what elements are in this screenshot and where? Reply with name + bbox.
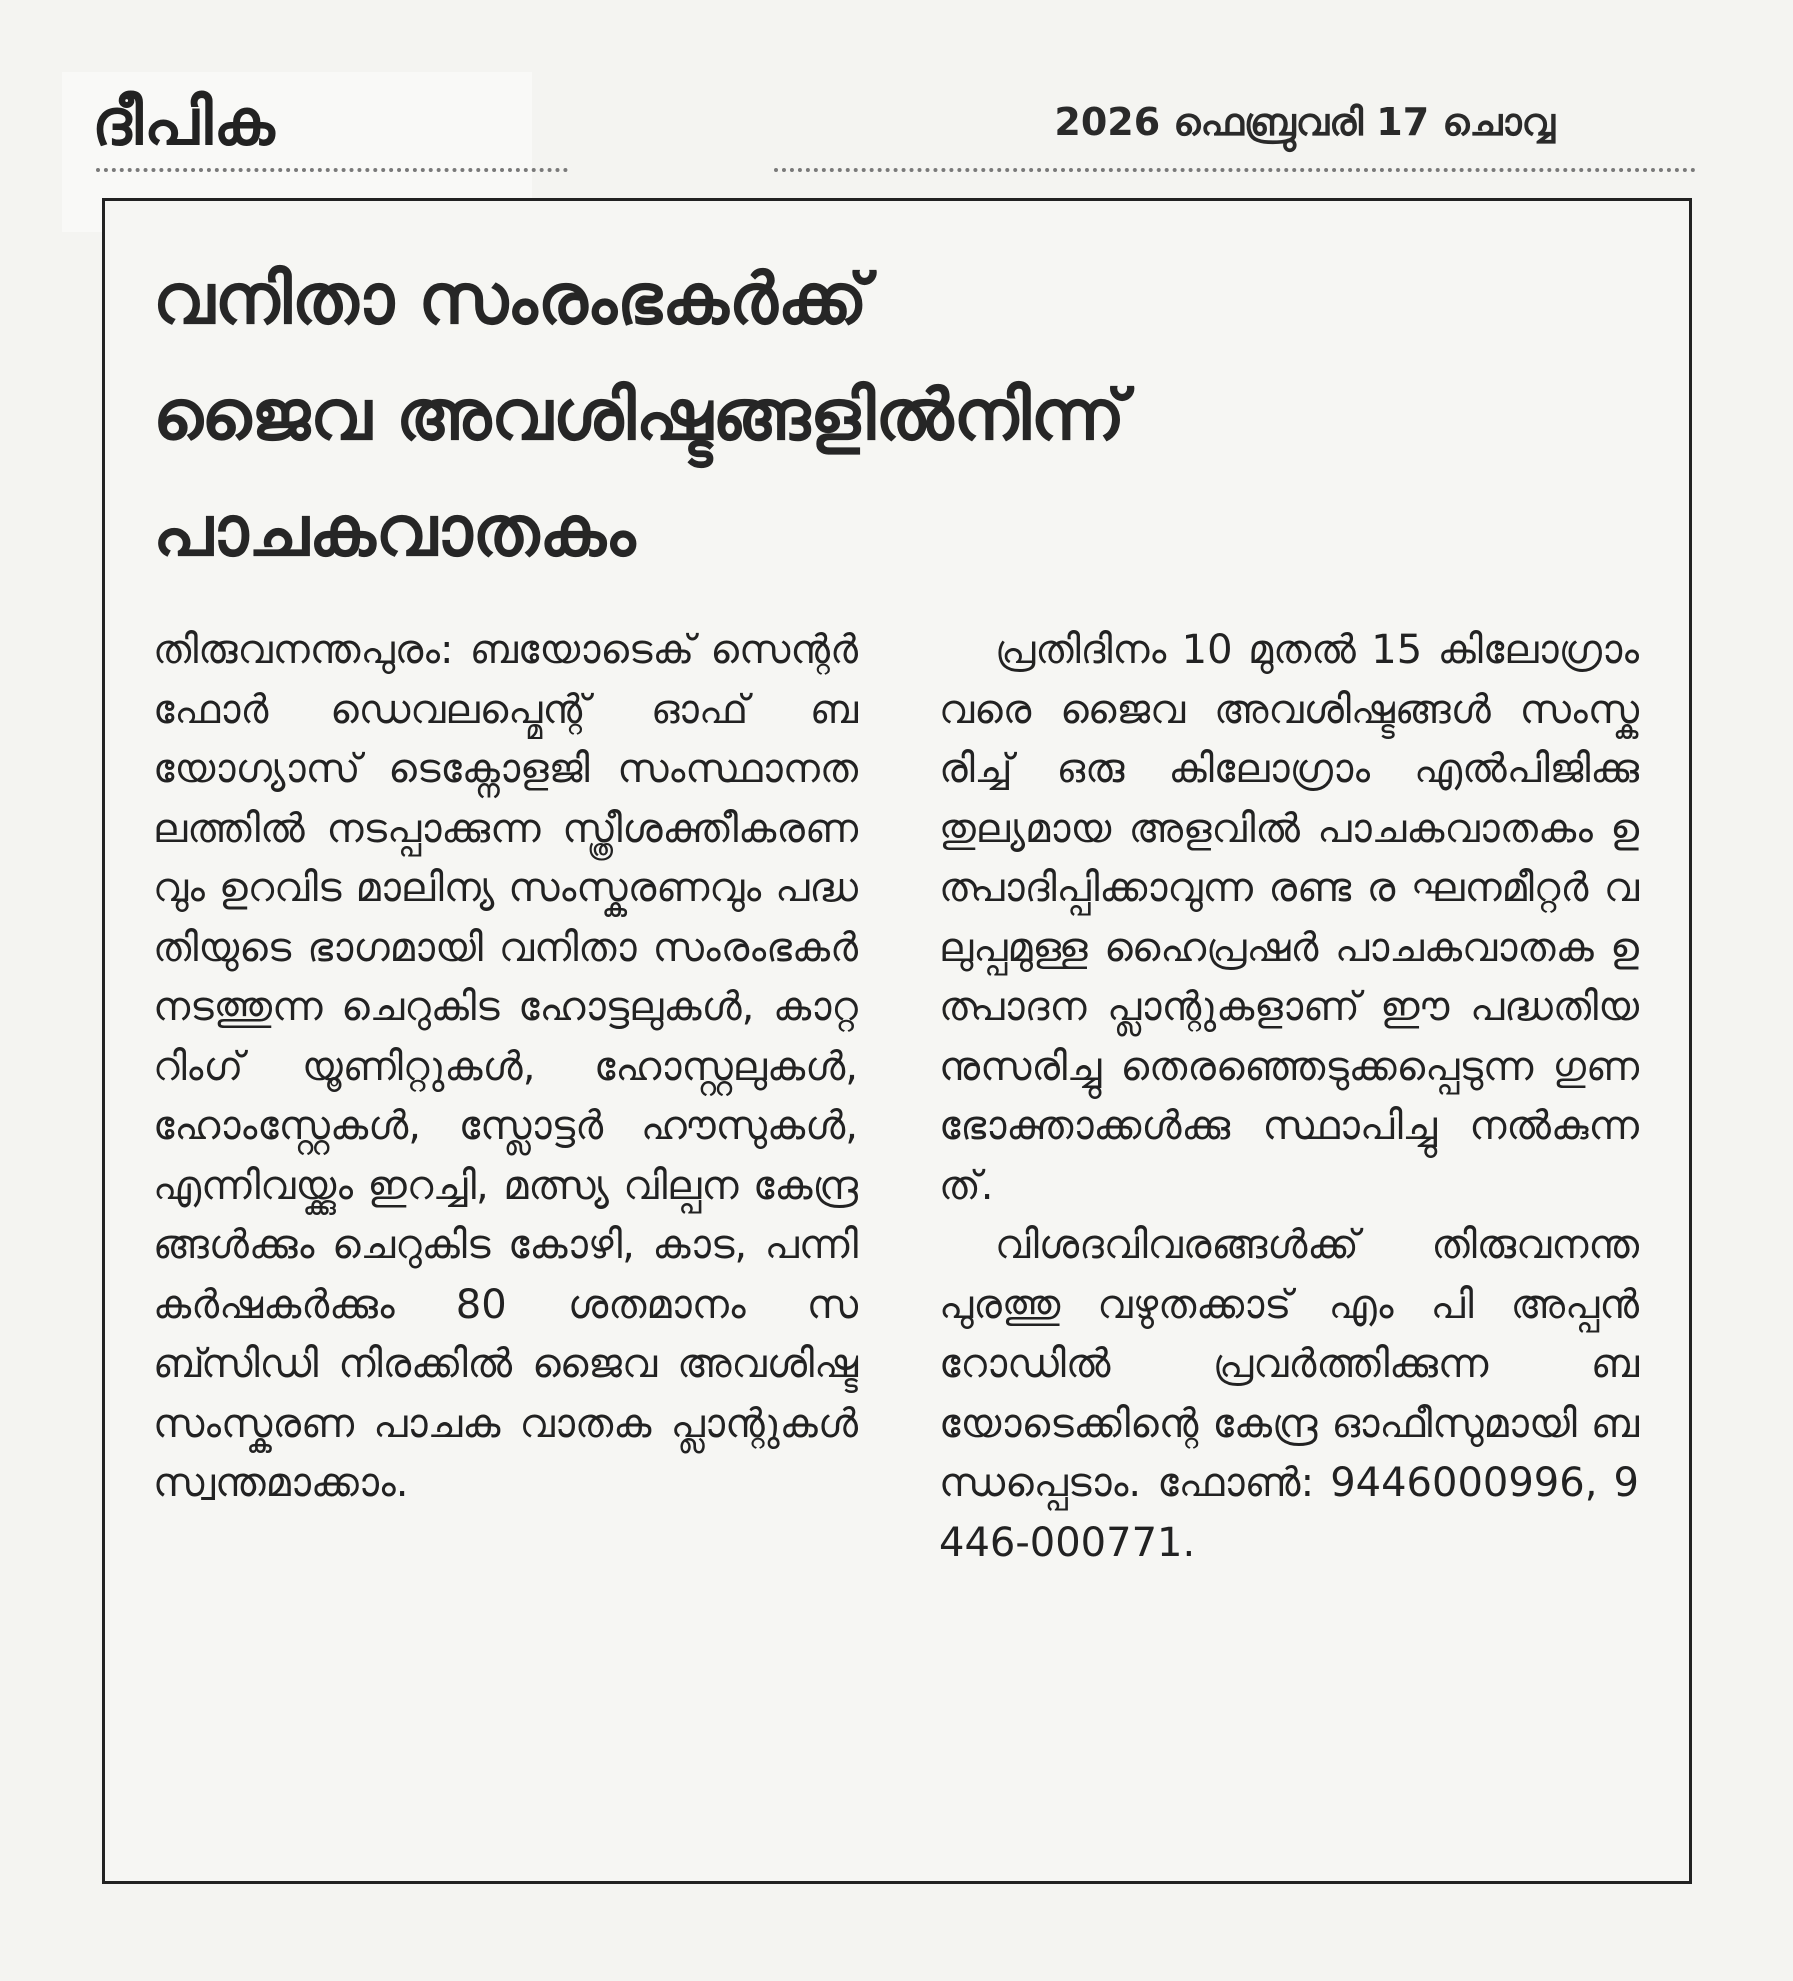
dotted-rule-right (774, 168, 1696, 172)
body-paragraph-1: തിരുവനന്തപുരം: ബയോടെക് സെന്റർ ഫോർ ഡെവലപ്മെന്റ് ഓഫ് ബയോഗ്യാസ് ടെക്നോളജി സംസ്ഥാനതലത്തിൽ നടപ്പാക്കുന്ന സ്ത്രീശക്തീകരണവും ഉറവിട മാലിന്യ സംസ്കരണവും പദ്ധതിയുടെ ഭാഗമായി വനിതാ സംരംഭകർ നടത്തുന്ന ചെറുകിട ഹോട്ടലുകൾ, കാറ്ററിംഗ് യൂണിറ്റുകൾ, ഹോസ്റ്റലുകൾ, ഹോംസ്റ്റേകൾ, സ്ലോട്ടർ ഹൗസുകൾ, എന്നിവയ്ക്കും ഇറച്ചി, മത്സ്യ വില്പന കേന്ദ്രങ്ങൾക്കും ചെറുകിട കോഴി, കാട, പന്നി കർഷകർക്കും 80 ശതമാനം സബ്സിഡി നിരക്കിൽ ജൈവ അവശിഷ്ട സംസ്കരണ പാചക വാതക പ്ലാന്റുകൾ സ്വന്തമാക്കാം. (153, 627, 858, 1506)
publication-date: 2026 ഫെബ്രുവരി 17 ചൊവ്വ (1054, 100, 1555, 144)
headline-line-3: പാചകവാതകം (153, 490, 636, 572)
body-paragraph-3: വിശദവിവരങ്ങൾക്ക് തിരുവനന്തപുരത്തു വഴുതക്കാട് എം പി അപ്പൻ റോഡിൽ പ്രവർത്തിക്കുന്ന ബയോടെക്കിന്റെ കേന്ദ്ര ഓഫീസുമായി ബന്ധപ്പെടാം. ഫോൺ: 9446000996, 9446-000771. (939, 1222, 1639, 1566)
dotted-rule-left (96, 168, 568, 172)
article-column-right (939, 621, 1639, 1573)
article-clipping (102, 198, 1692, 1884)
headline-line-1: വനിതാ സംരംഭകർക്ക് (153, 258, 868, 340)
newspaper-logo: ദീപിക (92, 86, 276, 160)
headline-line-2: ജൈവ അവശിഷ്ടങ്ങളിൽനിന്ന് (153, 374, 1126, 456)
body-paragraph-2: പ്രതിദിനം 10 മുതൽ 15 കിലോഗ്രാം വരെ ജൈവ അവശിഷ്ടങ്ങൾ സംസ്കരിച്ച് ഒരു കിലോഗ്രാം എൽപിജിക്കു തുല്യമായ അളവിൽ പാചകവാതകം ഉത്പാദിപ്പിക്കാവുന്ന രണ്ട ര ഘനമീറ്റർ വലുപ്പമുള്ള ഹൈപ്രഷർ പാചകവാതക ഉത്പാദന പ്ലാന്റുകളാണ് ഈ പദ്ധതിയനുസരിച്ചു തെരഞ്ഞെടുക്കപ്പെടുന്ന ഗുണഭോക്താക്കൾക്കു സ്ഥാപിച്ചു നൽകുന്നത്. (939, 627, 1639, 1209)
headline (153, 241, 1633, 589)
article-column-left (153, 621, 858, 1514)
